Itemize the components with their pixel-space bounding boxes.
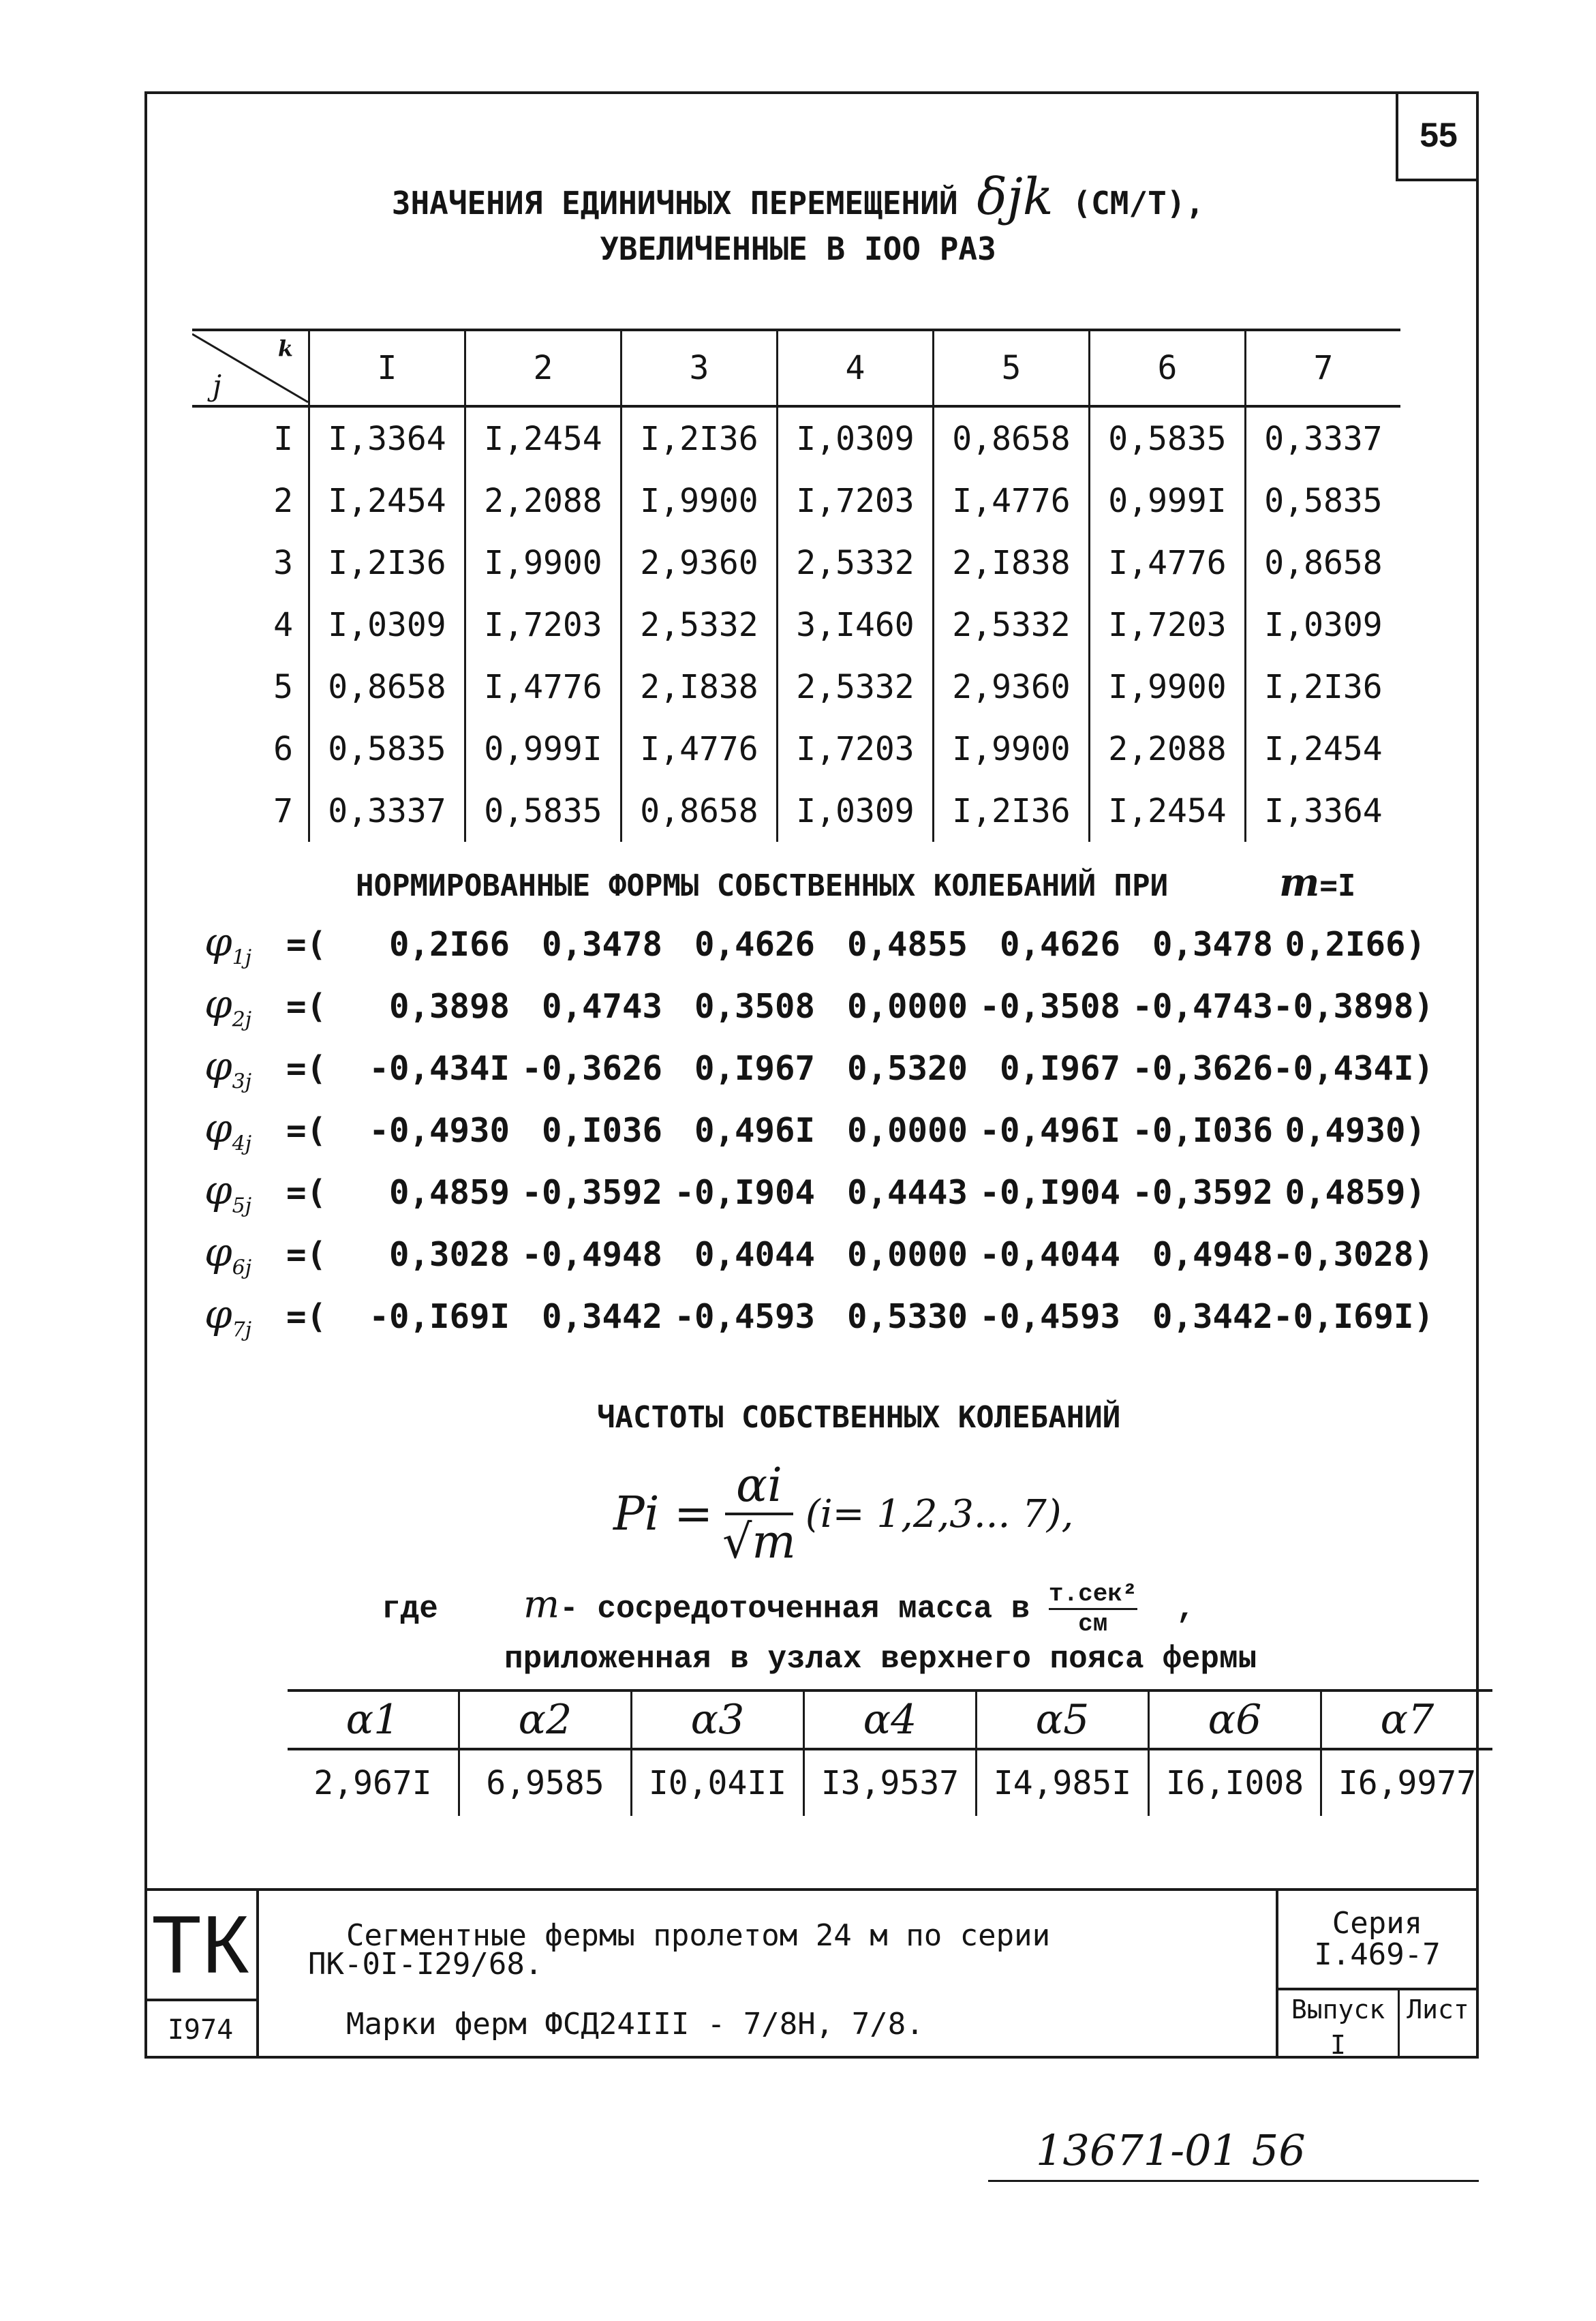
table-row bbox=[192, 780, 1400, 842]
table-cell: I,2I36 bbox=[1246, 656, 1401, 718]
mode-value: 0,496I bbox=[694, 1111, 815, 1150]
table-cell: 0,999I bbox=[1090, 470, 1246, 532]
table-cell: I,0309 bbox=[309, 594, 465, 656]
row-label: 6 bbox=[273, 729, 293, 768]
table-cell: I,9900 bbox=[621, 470, 778, 532]
mode-value: 0,3898 bbox=[388, 987, 510, 1026]
unit-denominator: см bbox=[1078, 1610, 1108, 1638]
table-cell: I,2I36 bbox=[621, 406, 778, 470]
frequencies-heading: ЧАСТОТЫ СОБСТВЕННЫХ КОЛЕБАНИЙ bbox=[597, 1400, 1121, 1435]
mode-value: 0,0000 bbox=[846, 987, 968, 1026]
title-units: (СМ/Т), bbox=[1072, 185, 1205, 222]
alpha-value-row bbox=[288, 1749, 1492, 1816]
formula-numerator: αi bbox=[725, 1459, 793, 1515]
description-line-1: Сегментные фермы пролетом 24 м по серии bbox=[346, 1918, 1051, 1953]
table-cell: 0,8658 bbox=[309, 656, 465, 718]
alpha-value: 6,9585 bbox=[459, 1749, 632, 1816]
table-cell: I,3364 bbox=[1246, 780, 1401, 842]
mode-value: -0,3508 bbox=[979, 987, 1120, 1026]
alpha-value: I0,04II bbox=[632, 1749, 804, 1816]
table-cell: 0,5835 bbox=[1246, 470, 1401, 532]
row-label: 7 bbox=[273, 791, 293, 830]
table-cell: 2,5332 bbox=[934, 594, 1090, 656]
frequency-formula bbox=[613, 1459, 1073, 1569]
table-cell: I,7203 bbox=[778, 718, 934, 780]
phi-symbol: $\varphi_{6j}$ bbox=[204, 1229, 252, 1280]
table-cell: 0,5835 bbox=[1090, 406, 1246, 470]
phi-symbol: $\varphi_{7j}$ bbox=[204, 1291, 252, 1342]
table-row bbox=[192, 594, 1400, 656]
table-cell: 3,I460 bbox=[778, 594, 934, 656]
sheet-label: Лист bbox=[1407, 1994, 1469, 2024]
where-line-2: приложенная в узлах верхнего пояса фермы bbox=[504, 1641, 1257, 1677]
where-text: - сосредоточенная масса в bbox=[559, 1591, 1030, 1627]
mode-prefix: =( bbox=[286, 1173, 327, 1212]
issue-sheet-row bbox=[1278, 1988, 1476, 2059]
mode-value: -0,4593 bbox=[979, 1297, 1120, 1336]
table-cell: I,3364 bbox=[309, 406, 465, 470]
table-row bbox=[192, 718, 1400, 780]
where-mass-symbol: m bbox=[523, 1582, 560, 1627]
table-cell: 0,5835 bbox=[465, 780, 621, 842]
corner-row-label: j bbox=[213, 369, 222, 402]
alpha-value: I6,9977 bbox=[1321, 1749, 1493, 1816]
mode-prefix: =( bbox=[286, 987, 327, 1026]
table-cell: I,7203 bbox=[465, 594, 621, 656]
table-cell: I,4776 bbox=[465, 656, 621, 718]
mode-value: 0,2I66) bbox=[1285, 925, 1426, 964]
column-header: I bbox=[309, 330, 465, 406]
table-cell: 2,5332 bbox=[621, 594, 778, 656]
mode-value: -0,I904 bbox=[979, 1173, 1120, 1212]
table-cell: I,2454 bbox=[309, 470, 465, 532]
series-value: I.469-7 bbox=[1314, 1937, 1441, 1972]
alpha-value: I6,I008 bbox=[1149, 1749, 1321, 1816]
mode-value: -0,3626 bbox=[1132, 1049, 1273, 1088]
phi-symbol: $\varphi_{5j}$ bbox=[204, 1167, 252, 1218]
table-cell: I,7203 bbox=[778, 470, 934, 532]
table-cell: I,9900 bbox=[934, 718, 1090, 780]
table-cell: 2,5332 bbox=[778, 656, 934, 718]
table-cell: 0,8658 bbox=[1246, 532, 1401, 594]
mode-value: 0,3478 bbox=[1152, 925, 1273, 964]
mode-value: -0,496I bbox=[979, 1111, 1120, 1150]
column-header: 5 bbox=[934, 330, 1090, 406]
page-number: 55 bbox=[1396, 91, 1479, 181]
mode-value: 0,0000 bbox=[846, 1235, 968, 1274]
alpha-value: 2,967I bbox=[313, 1764, 432, 1802]
row-label: 2 bbox=[273, 481, 293, 520]
mode-value: -0,I904 bbox=[674, 1173, 815, 1212]
mode-value: -0,I69I) bbox=[1273, 1297, 1434, 1336]
mode-shape-row bbox=[204, 913, 1426, 975]
mode-value: 0,4626 bbox=[694, 925, 815, 964]
description-line-2: ПК-0I-I29/68. bbox=[308, 1947, 543, 1982]
mode-value: 0,4626 bbox=[999, 925, 1120, 964]
mode-value: -0,434I) bbox=[1273, 1049, 1434, 1088]
mode-value: 0,4743 bbox=[541, 987, 662, 1026]
where-word: где bbox=[382, 1591, 438, 1627]
mode-value: -0,4930 bbox=[369, 1111, 510, 1150]
mode-value: -0,3028) bbox=[1273, 1235, 1434, 1274]
mode-value: 0,5330 bbox=[846, 1297, 968, 1336]
column-header: 7 bbox=[1246, 330, 1401, 406]
table-cell: 0,8658 bbox=[934, 406, 1090, 470]
table-cell: I,4776 bbox=[934, 470, 1090, 532]
mode-prefix: =( bbox=[286, 925, 327, 964]
mode-value: 0,4859 bbox=[388, 1173, 510, 1212]
mass-unit bbox=[1049, 1580, 1137, 1638]
table-corner bbox=[192, 330, 309, 406]
mode-value: -0,I036 bbox=[1132, 1111, 1273, 1150]
alpha-header: α6 bbox=[1149, 1690, 1321, 1749]
mode-shape-row bbox=[204, 975, 1434, 1037]
where-comma: , bbox=[1176, 1591, 1195, 1627]
corner-col-label: k bbox=[277, 335, 293, 361]
table-cell: 2,9360 bbox=[934, 656, 1090, 718]
formula-denominator: √m bbox=[722, 1515, 796, 1569]
mode-value: -0,434I bbox=[369, 1049, 510, 1088]
mass-symbol: m bbox=[1279, 860, 1320, 905]
mode-value: 0,4930) bbox=[1285, 1111, 1426, 1150]
table-cell: I,0309 bbox=[778, 780, 934, 842]
table-cell: 0,8658 bbox=[621, 780, 778, 842]
alpha-header: α2 bbox=[459, 1690, 632, 1749]
mode-value: -0,4743 bbox=[1132, 987, 1273, 1026]
table-row bbox=[192, 656, 1400, 718]
table-cell: 2,I838 bbox=[934, 532, 1090, 594]
table-cell: I,4776 bbox=[1090, 532, 1246, 594]
mode-value: 0,3478 bbox=[541, 925, 662, 964]
mode-prefix: =( bbox=[286, 1235, 327, 1274]
mode-value: 0,4948 bbox=[1152, 1235, 1273, 1274]
mode-value: -0,3592 bbox=[1132, 1173, 1273, 1212]
mode-value: -0,3592 bbox=[521, 1173, 662, 1212]
mode-shape-row bbox=[204, 1037, 1434, 1099]
alpha-header: α4 bbox=[804, 1690, 977, 1749]
alpha-table bbox=[288, 1689, 1492, 1816]
mode-shape-row bbox=[204, 1099, 1426, 1162]
table-row bbox=[192, 532, 1400, 594]
alpha-header: α5 bbox=[977, 1690, 1149, 1749]
alpha-header: α3 bbox=[632, 1690, 804, 1749]
mode-value: 0,4855 bbox=[846, 925, 968, 964]
mode-value: 0,I967 bbox=[694, 1049, 815, 1088]
formula-fraction bbox=[722, 1459, 796, 1569]
issue-label: Выпуск bbox=[1291, 1994, 1385, 2024]
formula-lhs: Pi = bbox=[613, 1487, 713, 1541]
table-cell: 2,2088 bbox=[465, 470, 621, 532]
table-cell: I,4776 bbox=[621, 718, 778, 780]
table-cell: I,7203 bbox=[1090, 594, 1246, 656]
column-header: 6 bbox=[1090, 330, 1246, 406]
table-cell: 0,5835 bbox=[309, 718, 465, 780]
mode-prefix: =( bbox=[286, 1049, 327, 1088]
alpha-value: I3,9537 bbox=[804, 1749, 977, 1816]
table-cell: I,2I36 bbox=[934, 780, 1090, 842]
mode-shape-row bbox=[204, 1162, 1426, 1224]
issue-value: I bbox=[1330, 2030, 1346, 2060]
table-cell: I,2454 bbox=[1090, 780, 1246, 842]
mode-shape-row bbox=[204, 1224, 1434, 1286]
mode-value: 0,3028 bbox=[388, 1235, 510, 1274]
series-label: Серия bbox=[1332, 1906, 1423, 1941]
title-text: ЗНАЧЕНИЯ ЕДИНИЧНЫХ ПЕРЕМЕЩЕНИЙ bbox=[391, 185, 958, 222]
series-box bbox=[1276, 1891, 1476, 2059]
org-logo: ТК bbox=[144, 1891, 259, 2001]
table-cell: 0,999I bbox=[465, 718, 621, 780]
unit-numerator: т.сек² bbox=[1049, 1580, 1137, 1610]
row-label: I bbox=[273, 419, 293, 458]
mode-value: 0,I967 bbox=[999, 1049, 1120, 1088]
sheet-cell bbox=[1400, 1990, 1476, 2059]
mode-value: 0,4044 bbox=[694, 1235, 815, 1274]
row-label: 3 bbox=[273, 543, 293, 582]
alpha-value: I4,985I bbox=[977, 1749, 1149, 1816]
row-label: 4 bbox=[273, 605, 293, 644]
table-cell: I,2454 bbox=[465, 406, 621, 470]
column-header: 3 bbox=[621, 330, 778, 406]
table-cell: I,9900 bbox=[1090, 656, 1246, 718]
delta-symbol: δjk bbox=[977, 168, 1054, 226]
mode-value: -0,3626 bbox=[521, 1049, 662, 1088]
displacement-header-row bbox=[192, 330, 1400, 406]
mode-value: 0,4443 bbox=[846, 1173, 968, 1212]
alpha-header: α1 bbox=[288, 1690, 459, 1749]
mode-value: -0,4593 bbox=[674, 1297, 815, 1336]
title-line-1 bbox=[0, 168, 1596, 226]
table-cell: I,2454 bbox=[1246, 718, 1401, 780]
table-cell: 2,9360 bbox=[621, 532, 778, 594]
sheet-number: 13671-01 56 bbox=[1036, 2125, 1306, 2175]
mode-shapes-heading bbox=[356, 860, 1355, 905]
mode-shapes-list bbox=[204, 913, 1434, 1348]
phi-symbol: $\varphi_{4j}$ bbox=[204, 1105, 252, 1156]
description-line-3: Марки ферм ФСД24III - 7/8Н, 7/8. bbox=[346, 2007, 924, 2042]
mode-value: 0,3442 bbox=[541, 1297, 662, 1336]
mode-value: 0,3508 bbox=[694, 987, 815, 1026]
mode-value: -0,4044 bbox=[979, 1235, 1120, 1274]
table-cell: 0,3337 bbox=[1246, 406, 1401, 470]
displacement-table bbox=[192, 329, 1400, 842]
phi-symbol: $\varphi_{2j}$ bbox=[204, 981, 252, 1032]
table-cell: 2,2088 bbox=[1090, 718, 1246, 780]
table-cell: 2,5332 bbox=[778, 532, 934, 594]
phi-symbol: $\varphi_{3j}$ bbox=[204, 1043, 252, 1094]
mode-value: -0,4948 bbox=[521, 1235, 662, 1274]
mode-value: 0,4859) bbox=[1285, 1173, 1426, 1212]
table-row bbox=[192, 470, 1400, 532]
table-cell: 2,I838 bbox=[621, 656, 778, 718]
column-header: 4 bbox=[778, 330, 934, 406]
table-cell: I,2I36 bbox=[309, 532, 465, 594]
mode-value: -0,I69I bbox=[369, 1297, 510, 1336]
mode-value: 0,5320 bbox=[846, 1049, 968, 1088]
formula-range: (i= 1,2,3... 7), bbox=[805, 1491, 1074, 1536]
title-block bbox=[144, 1888, 1479, 2059]
mode-shapes-heading-text: НОРМИРОВАННЫЕ ФОРМЫ СОБСТВЕННЫХ КОЛЕБАНИЙ ПРИ bbox=[356, 868, 1169, 903]
alpha-header-row bbox=[288, 1690, 1492, 1749]
table-cell: I,9900 bbox=[465, 532, 621, 594]
sheet-number-underline bbox=[988, 2180, 1479, 2182]
table-cell: I,0309 bbox=[778, 406, 934, 470]
mode-value: -0,3898) bbox=[1273, 987, 1434, 1026]
title-line-2: УВЕЛИЧЕННЫЕ В IOO РАЗ bbox=[600, 230, 996, 267]
phi-symbol: $\varphi_{1j}$ bbox=[204, 919, 252, 970]
mode-value: 0,3442 bbox=[1152, 1297, 1273, 1336]
mode-value: 0,0000 bbox=[846, 1111, 968, 1150]
year: I974 bbox=[144, 2001, 259, 2059]
mode-value: 0,2I66 bbox=[388, 925, 510, 964]
mass-condition: =I bbox=[1319, 868, 1356, 903]
table-row bbox=[192, 406, 1400, 470]
mode-value: 0,I036 bbox=[541, 1111, 662, 1150]
mode-prefix: =( bbox=[286, 1297, 327, 1336]
issue-cell bbox=[1278, 1990, 1400, 2059]
mode-prefix: =( bbox=[286, 1111, 327, 1150]
row-label: 5 bbox=[273, 667, 293, 706]
mode-shape-row bbox=[204, 1286, 1434, 1348]
table-cell: 0,3337 bbox=[309, 780, 465, 842]
column-header: 2 bbox=[465, 330, 621, 406]
table-cell: I,0309 bbox=[1246, 594, 1401, 656]
alpha-header: α7 bbox=[1321, 1690, 1493, 1749]
where-line-1 bbox=[382, 1580, 1195, 1638]
